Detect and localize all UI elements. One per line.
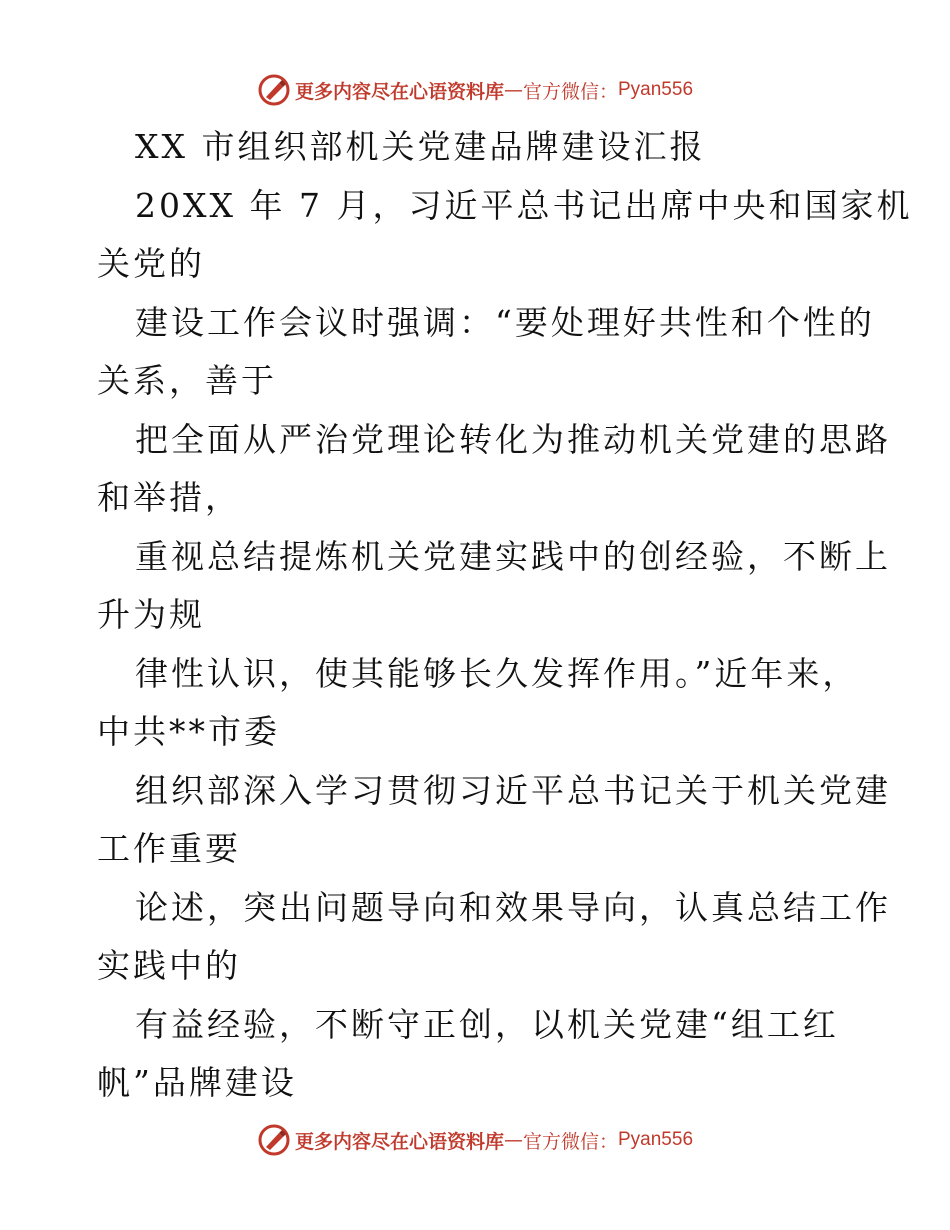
paragraph-line: 中共**市委 [97,712,280,751]
paragraph-line: 工作重要 [97,829,241,868]
paragraph-line: 论述，突出问题导向和效果导向，认真总结工作 [135,887,891,927]
document-title: XX 市组织部机关党建品牌建设汇报 [135,127,706,166]
brand-logo-icon [257,73,291,107]
paragraph-line: 20XX 年 7 月，习近平总书记出席中央和国家机 [135,185,913,225]
watermark-wechat-handle: Pyan556 [618,79,694,100]
document-body [97,118,913,1113]
paragraph-line: 升为规 [97,595,205,634]
watermark-wechat-handle: Pyan556 [618,1129,694,1150]
paragraph-line: 帆”品牌建设 [97,1063,297,1102]
paragraph-line: 重视总结提炼机关党建实践中的创经验，不断上 [135,536,891,576]
watermark-banner-top [0,70,950,110]
paragraph-line: 关党的 [97,244,205,283]
watermark-dash: — [503,1129,523,1151]
watermark-dash: — [503,79,523,101]
watermark-wechat-label: 官方微信： [522,1130,618,1153]
paragraph-line: 实践中的 [97,946,241,985]
paragraph-line: 关系，善于 [97,361,277,400]
paragraph-line: 律性认识，使其能够长久发挥作用。”近年来， [135,653,859,693]
paragraph-line: 把全面从严治党理论转化为推动机关党建的思路 [135,419,891,459]
paragraph-line: 和举措， [97,478,241,517]
watermark-wechat-label: 官方微信： [522,80,618,103]
paragraph-line: 组织部深入学习贯彻习近平总书记关于机关党建 [135,770,891,810]
paragraph-line: 有益经验，不断守正创，以机关党建“组工红 [135,1004,839,1044]
watermark-main-text: 更多内容尽在心语资料库 [294,1130,504,1153]
watermark-banner-bottom [0,1120,950,1160]
watermark-main-text: 更多内容尽在心语资料库 [294,80,504,103]
brand-logo-icon [257,1123,291,1157]
paragraph-line: 建设工作会议时强调：“要处理好共性和个性的 [135,302,875,342]
